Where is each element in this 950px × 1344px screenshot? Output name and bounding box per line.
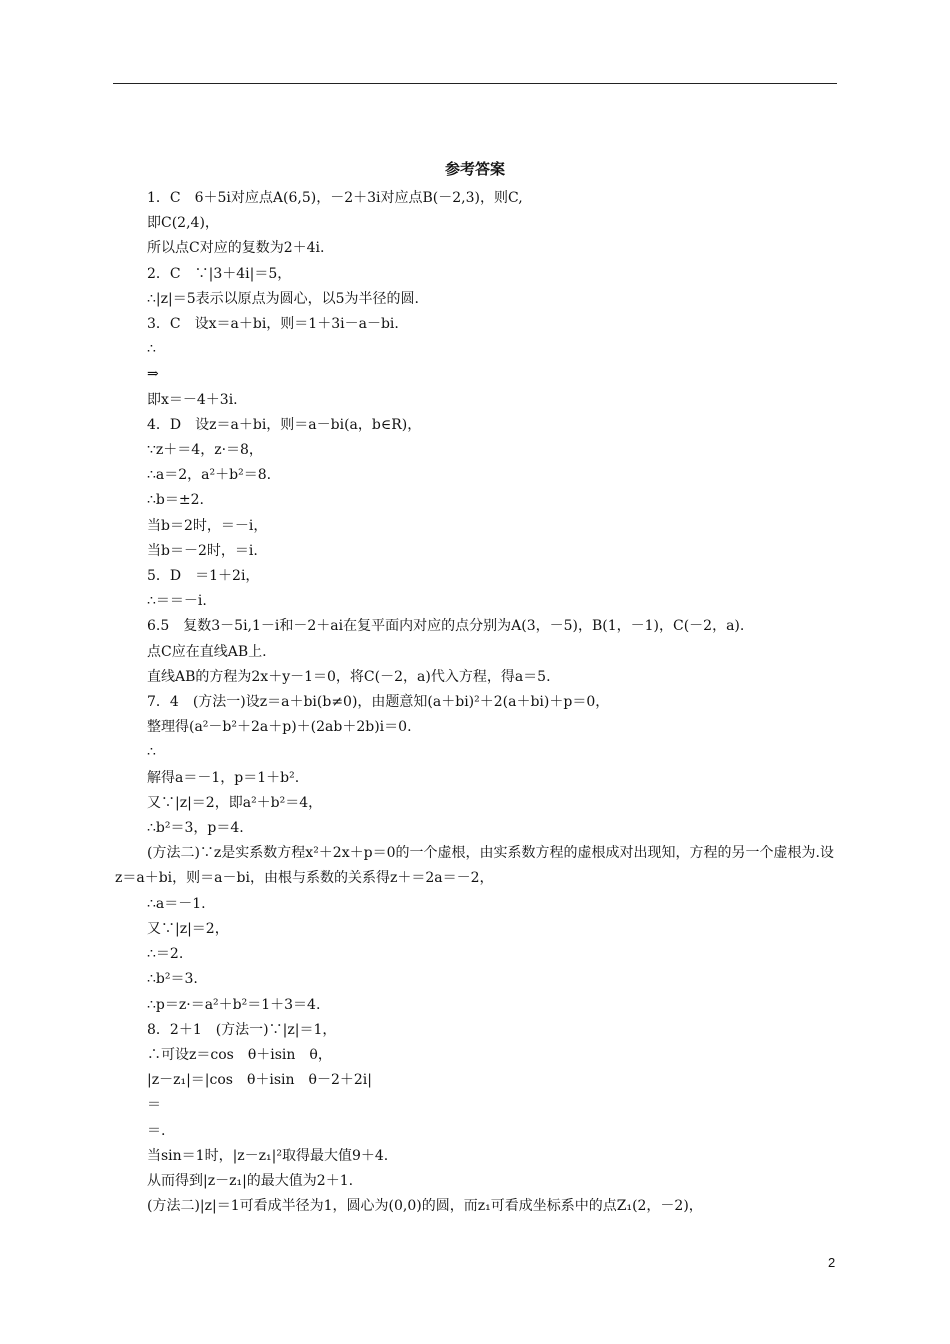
answer-body (115, 186, 841, 1219)
text-line: ∴＝＝－i. (147, 593, 207, 610)
text-line: 即x＝－4＋3i. (147, 391, 238, 408)
text-line: 又∵|z|＝2， (147, 920, 229, 937)
text-line: ∴可设z＝cos θ＋isin θ， (147, 1046, 332, 1063)
text-line: 8．2＋1 (方法一)∵|z|＝1， (147, 1021, 337, 1038)
text-line: ＝ (147, 1097, 161, 1114)
header-rule (113, 83, 837, 84)
text-line: |z－z₁|＝|cos θ＋isin θ－2＋2i| (147, 1072, 372, 1089)
text-line: 直线AB的方程为2x＋y－1＝0，将C(－2，a)代入方程，得a＝5. (147, 668, 551, 685)
page-title: 参考答案 (444, 160, 505, 178)
text-paragraph: (方法二)∵z是实系数方程x²＋2x＋p＝0的一个虚根，由实系数方程的虚根成对出现知，方程的另一个虚根为.设z＝a＋bi，则＝a－bi，由根与系数的关系得z＋＝2a＝－2， (115, 845, 834, 887)
text-line: 2．C ∵|3＋4i|＝5， (147, 265, 292, 282)
text-line: (方法二)|z|＝1可看成半径为1，圆心为(0,0)的圆，而z₁可看成坐标系中的点Z₁(2，－2)， (147, 1198, 703, 1215)
text-line: ∵z＋＝4，z·＝8， (147, 442, 263, 459)
text-line: 6.5 复数3－5i,1－i和－2＋ai在复平面内对应的点分别为A(3，－5)，B(1，－1)，C(－2，a). (147, 618, 745, 635)
text-line: ∴a＝－1. (147, 895, 206, 912)
text-line: 解得a＝－1，p＝1＋b². (147, 769, 300, 786)
text-line: 7．4 (方法一)设z＝a＋bi(b≠0)，由题意知(a＋bi)²＋2(a＋bi)＋p＝0， (147, 694, 610, 711)
text-line: 又∵|z|＝2，即a²＋b²＝4， (147, 794, 323, 811)
text-line: ∴b²＝3. (147, 971, 198, 988)
text-line: ⇒ (147, 366, 159, 383)
text-line: 3．C 设x＝a＋bi，则＝1＋3i－a－bi. (147, 316, 399, 333)
text-line: ∴ (147, 341, 156, 358)
text-line: 5．D ＝1＋2i， (147, 568, 260, 585)
text-line: ∴|z|＝5表示以原点为圆心，以5为半径的圆. (147, 290, 419, 307)
text-line: 4．D 设z＝a＋bi，则＝a－bi(a，b∈R)， (147, 416, 422, 433)
text-line: ∴p＝z·＝a²＋b²＝1＋3＝4. (147, 996, 321, 1013)
text-line: 所以点C对应的复数为2＋4i. (147, 240, 325, 257)
text-line: ∴b＝±2. (147, 492, 204, 509)
text-line: ∴b²＝3，p＝4. (147, 820, 244, 837)
text-line: 当b＝－2时，＝i. (147, 542, 258, 559)
text-line: 即C(2,4)， (147, 215, 219, 232)
text-line: 点C应在直线AB上. (147, 643, 267, 660)
text-line: 整理得(a²－b²＋2a＋p)＋(2ab＋2b)i＝0. (147, 719, 412, 736)
text-line: ∴ (147, 744, 156, 761)
text-line: 当sin＝1时，|z－z₁|²取得最大值9＋4. (147, 1147, 389, 1164)
text-line: ∴＝2. (147, 946, 184, 963)
page-number: 2 (828, 1255, 836, 1270)
text-line: ＝. (147, 1122, 166, 1139)
text-line: 从而得到|z－z₁|的最大值为2＋1. (147, 1172, 354, 1189)
text-line: 1．C 6＋5i对应点A(6,5)，－2＋3i对应点B(－2,3)，则C, (147, 190, 523, 206)
text-line: ∴a＝2，a²＋b²＝8. (147, 467, 272, 484)
text-line: 当b＝2时，＝－i， (147, 517, 268, 534)
